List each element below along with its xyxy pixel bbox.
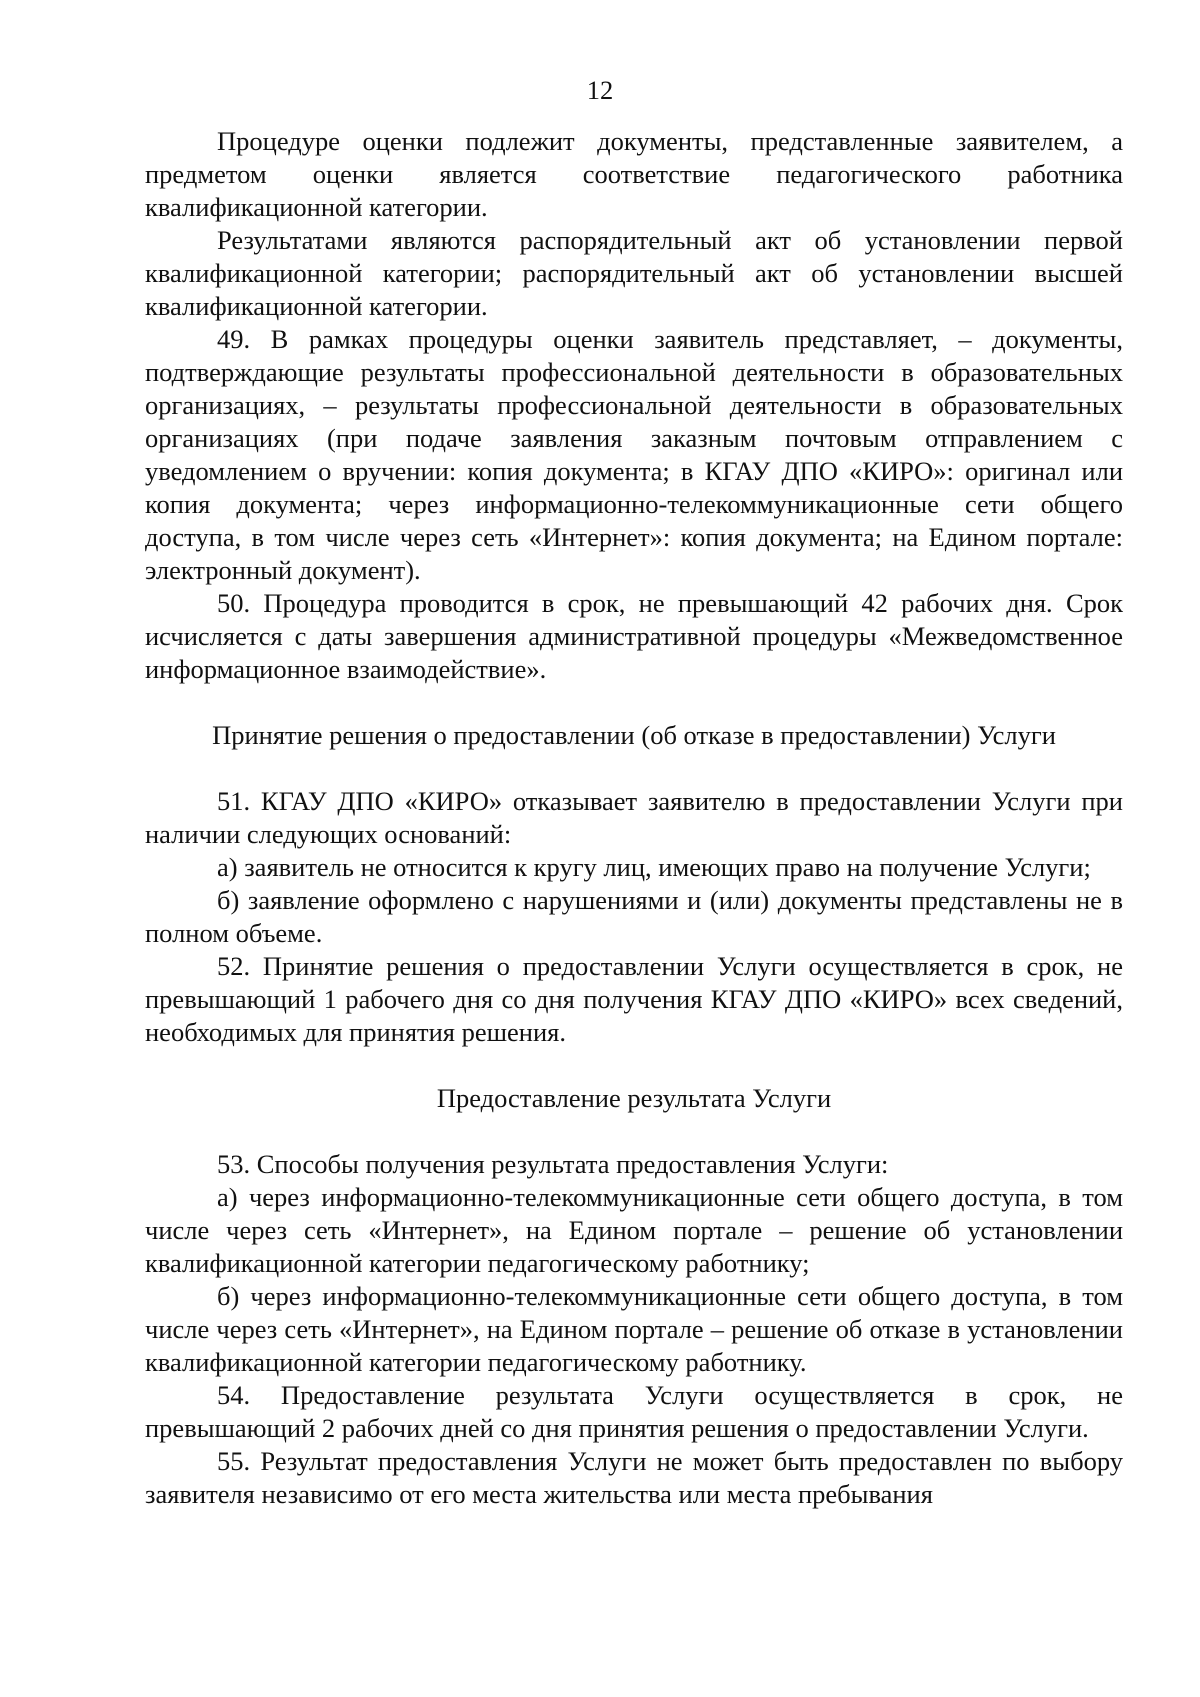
document-body [145,125,1123,1511]
paragraph-53-a: а) через информационно-телекоммуникационные сети общего доступа, в том числе через сеть «Интернет», на Едином портале – решение об установлении квалификационной категории педагогическому работнику; [145,1182,1123,1278]
section-heading-decision: Принятие решения о предоставлении (об отказе в предоставлении) Услуги [212,720,1056,750]
paragraph-results: Результатами являются распорядительный акт об установлении первой квалификационной категории; распорядительный акт об установлении высшей квалификационной категории. [145,225,1123,321]
paragraph-51: 51. КГАУ ДПО «КИРО» отказывает заявителю в предоставлении Услуги при наличии следующих оснований: [145,786,1123,849]
paragraph-53: 53. Способы получения результата предоставления Услуги: [217,1149,889,1179]
paragraph-51-a: а) заявитель не относится к кругу лиц, имеющих право на получение Услуги; [217,852,1091,882]
paragraph-54: 54. Предоставление результата Услуги осуществляется в срок, не превышающий 2 рабочих дней со дня принятия решения о предоставлении Услуги. [145,1380,1123,1443]
paragraph-49: 49. В рамках процедуры оценки заявитель представляет, – документы, подтверждающие результаты профессиональной деятельности в образовательных организациях, – результаты профессиональной деятельности в образовательных организациях (при подаче заявления заказным почтовым отправлением с уведомлением о вручении: копия документа; в КГАУ ДПО «КИРО»: оригинал или копия документа; через информационно-телекоммуникационные сети общего доступа, в том числе через сеть «Интернет»: копия документа; на Едином портале: электронный документ). [145,324,1123,585]
paragraph-55: 55. Результат предоставления Услуги не может быть предоставлен по выбору заявителя независимо от его места жительства или места пребывания [145,1446,1123,1509]
page-number: 12 [586,75,614,105]
paragraph-evaluation-subject: Процедуре оценки подлежит документы, представленные заявителем, а предметом оценки является соответствие педагогического работника квалификационной категории. [145,126,1123,222]
paragraph-52: 52. Принятие решения о предоставлении Услуги осуществляется в срок, не превышающий 1 рабочего дня со дня получения КГАУ ДПО «КИРО» всех сведений, необходимых для принятия решения. [145,951,1123,1047]
section-heading-result: Предоставление результата Услуги [436,1083,832,1113]
paragraph-53-b: б) через информационно-телекоммуникационные сети общего доступа, в том числе через сеть «Интернет», на Едином портале – решение об отказе в установлении квалификационной категории педагогическому работнику. [145,1281,1123,1377]
paragraph-50: 50. Процедура проводится в срок, не превышающий 42 рабочих дня. Срок исчисляется с даты завершения административной процедуры «Межведомственное информационное взаимодействие». [145,588,1123,684]
paragraph-51-b: б) заявление оформлено с нарушениями и (или) документы представлены не в полном объеме. [145,885,1123,948]
